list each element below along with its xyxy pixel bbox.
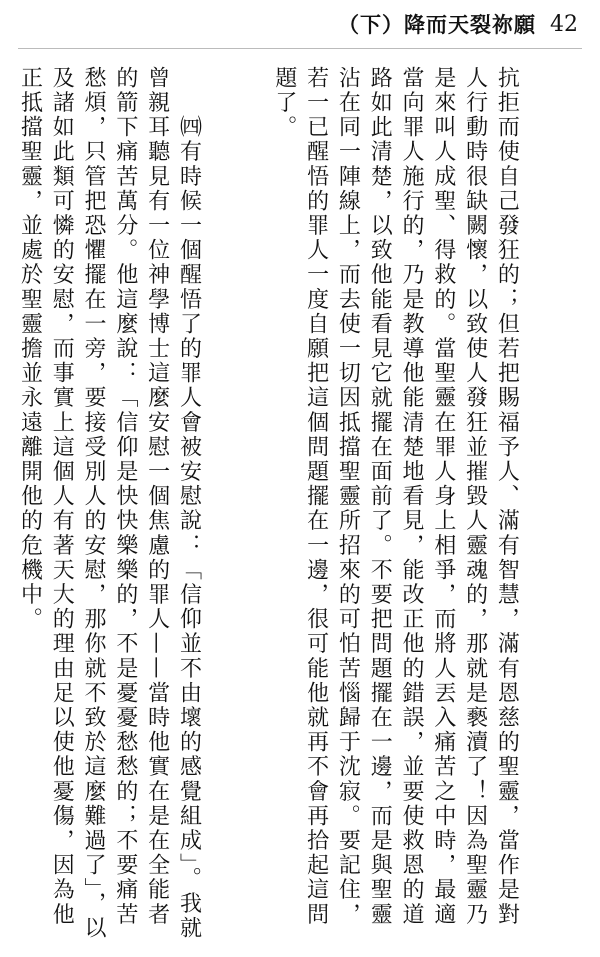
paragraph-1: 抗拒而使自己發狂的；但若把賜福予人、滿有智慧，滿有恩慈的聖靈，當作是對人行動時很缺闕懷，以致使人發狂並摧毀人靈魂的，那就是褻瀆了！因為聖靈乃是來叫人成聖、得救的。當聖靈在罪人身上相爭，而將人丟入痛苦之中時，最適當向罪人施行的，乃是教導他能清楚地看見，能改正他的錯誤，並要使救恩的道路如此清楚，以致他能看見它就擺在面前了。不要把問題擺在一邊，而是與聖靈沾在同一陣線上，而去使一切因抵擋聖靈所招來的可怕苦惱歸于沈寂。要記住，若一已醒悟的罪人一度自願把這個問題擺在一邊，很可能他就再不會再拾起這問題了。 xyxy=(271,66,520,927)
header-divider xyxy=(18,48,582,49)
running-title: （下）降而天裂祢願 xyxy=(338,13,536,37)
body-text xyxy=(6,66,586,946)
page-header xyxy=(338,6,578,42)
page-number: 42 xyxy=(550,11,578,37)
paragraph-2: ㈣有時候一個醒悟了的罪人會被安慰說：「信仰並不由壞的感覺組成」。我就曾親耳聽見有一位神學博士這麼安慰一個焦慮的罪人——當時他實在是在全能者的箭下痛苦萬分。他這麼說：「信仰是快快樂樂的，不是憂憂愁愁的；不要痛苦愁煩，只管把恐懼擺在一旁，要接受別人的安慰，那你就不致於這麼難過了」，以及諸如此類可憐的安慰，而事實上這個人有著天大的理由足以使他憂傷，因為他正抵擋聖靈，並處於聖靈擔並永遠離開他的危機中。 xyxy=(17,66,202,941)
